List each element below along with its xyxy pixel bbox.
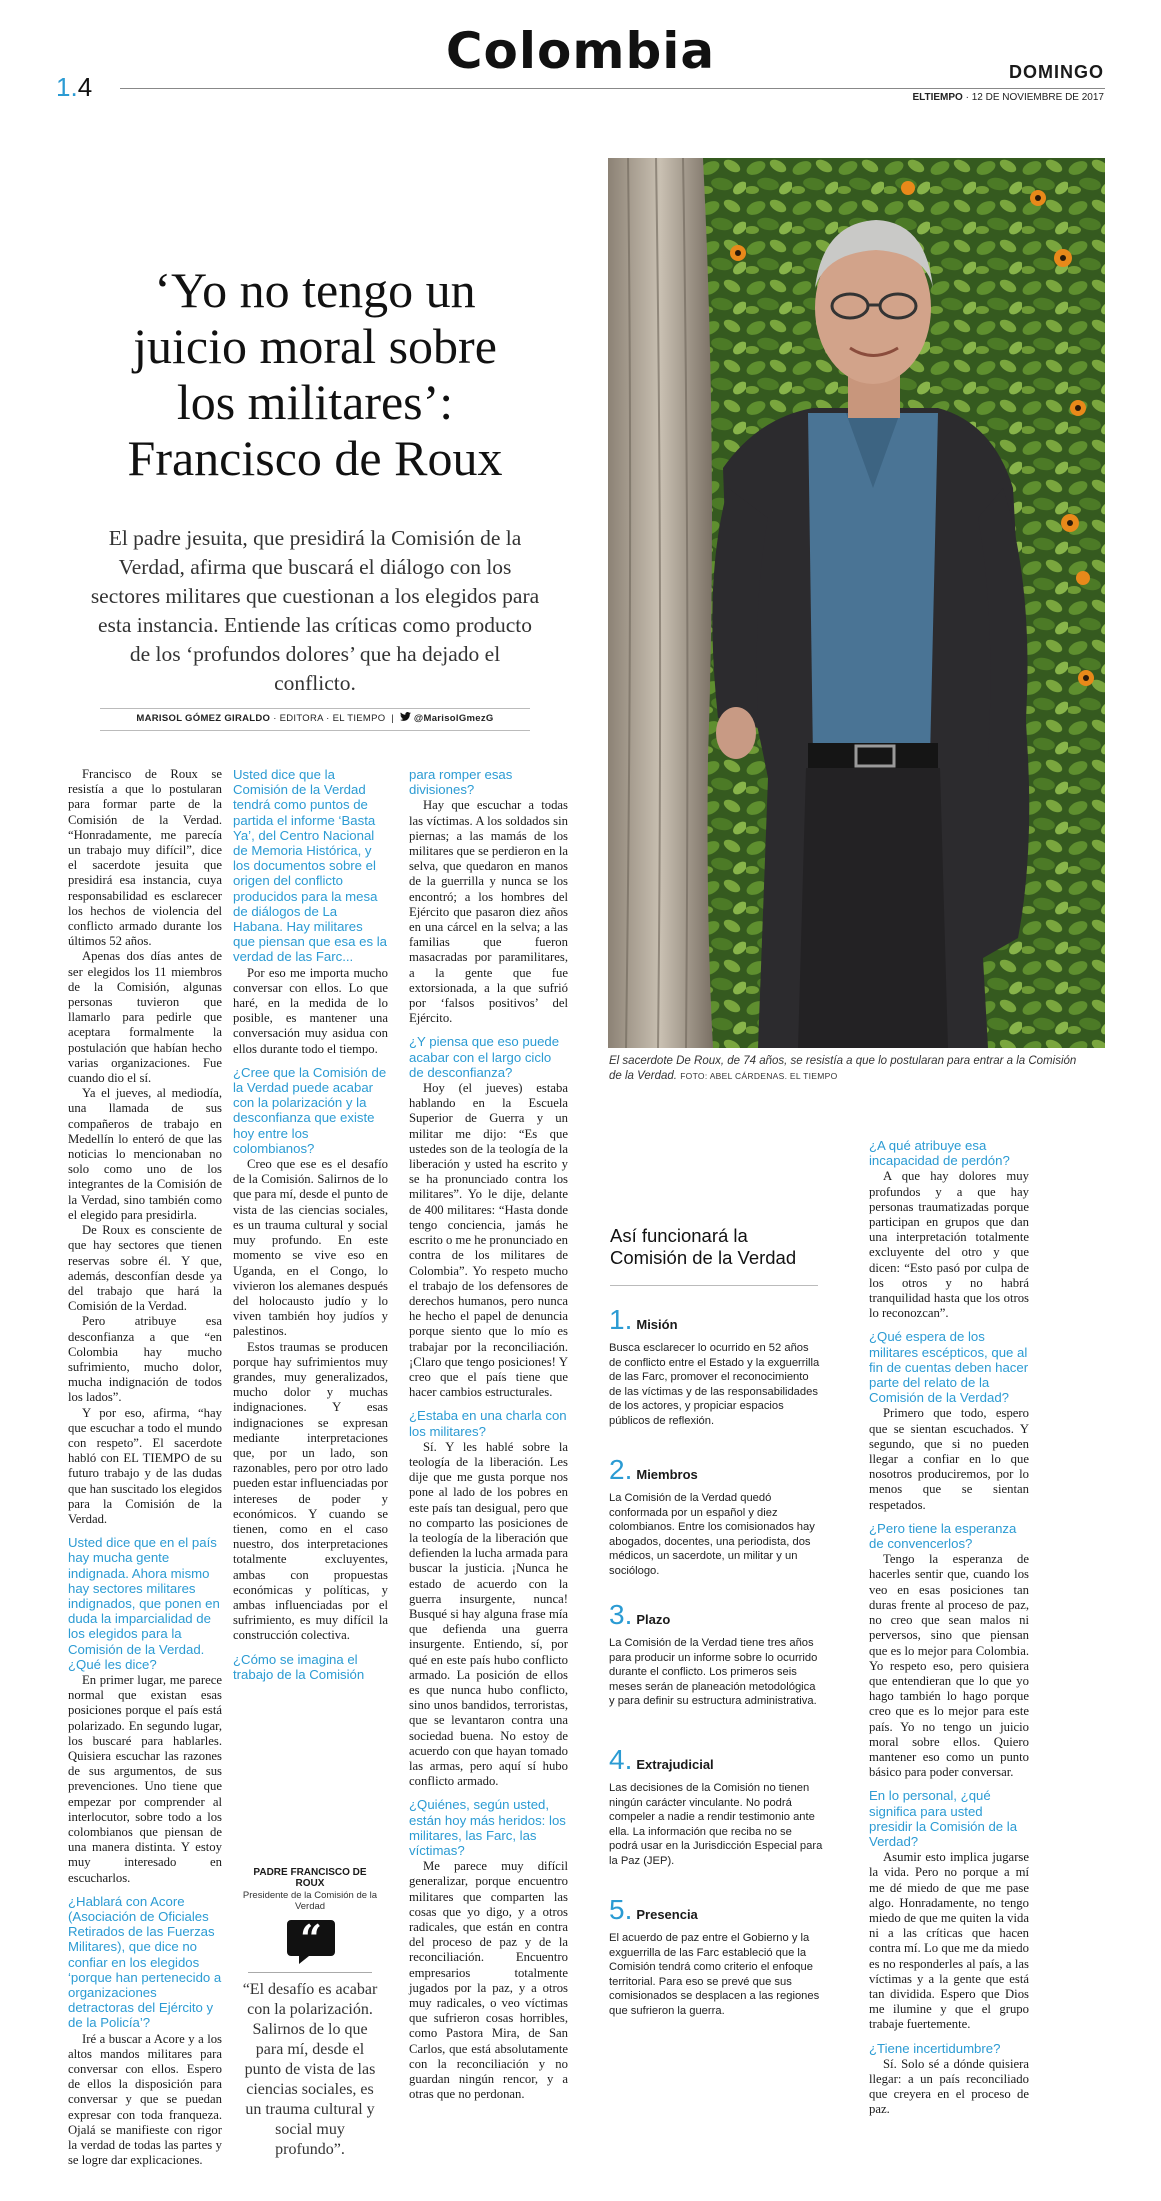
interview-question: ¿Cómo se imagina el trabajo de la Comisión [233, 1651, 365, 1682]
interview-question: ¿Y piensa que eso puede acabar con el largo ciclo de desconfianza? [409, 1034, 560, 1080]
interview-question: Usted dice que en el país hay mucha gente indignada. Ahora mismo hay sectores militares indignados, que ponen en duda la imparcialidad de los elegidos para la Comisión de la Verdad. ¿Qué les dice? [68, 1535, 220, 1672]
article-column-2 [233, 767, 388, 1683]
paragraph: Hay que escuchar a todas las víctimas. A los soldados sin piernas; a las mamás de los militares que se perdieron en la selva, que quedaron en manos de la guerrilla y nunca se los encontró; a los hombres del Ejército que pasaron diez años en una cárcel en la selva; a las familias que fueron masacradas por paramilitares, a la gente que fue extorsionada, a la que sufrió por ‘falsos positivos’ del Ejército. [409, 798, 568, 1026]
infobox-item: 2. Miembros La Comisión de la Verdad quedó conformada por un español y diez colombianos. Entre los comisionados hay abogados, docentes, una periodista, dos médicos, un sacerdote, un militar y un sociólogo. [609, 1454, 815, 1577]
interview-question: ¿A qué atribuye esa incapacidad de perdón? [869, 1138, 1010, 1169]
portrait-photo [608, 158, 1105, 1048]
interview-question: ¿Hablará con Acore (Asociación de Oficiales Retirados de las Fuerzas Militares), que dice no confiar en los elegidos ‘porque han pertenecido a organizaciones detractoras del Ejército y de la Policía’? [68, 1893, 222, 2031]
paragraph: Asumir esto implica jugarse la vida. Pero no porque a mí me dé miedo de que me pase algo. Honradamente, no tengo miedo de que me quiten la vida ni a las críticas que hacen contra mí. Lo que me da miedo es no responderles al país, a las víctimas y a la gente que está tan dividida. Espero que Dios me ilumine y que el grupo trabaje fuertemente. [869, 1850, 1029, 2032]
byline: MARISOL GÓMEZ GIRALDO · EDITORA · EL TIEMPO | @MarisolGmezG [136, 713, 494, 724]
infobox-item: 5. Presencia El acuerdo de paz entre el Gobierno y la exguerrilla de las Farc estableció que la Comisión tendrá como criterio el enfoque territorial. Para eso se prevé que sus comisionados se desplacen a las regiones que sufrieron la guerra. [609, 1894, 820, 2017]
paragraph: Francisco de Roux se resistía a que lo postularan para formar parte de la Comisión de la Verdad. “Honradamente, me parecía un trabajo muy difícil”, dice el sacerdote jesuita que presidirá esa instancia, cuya responsabilidad es esclarecer los hechos de violencia del conflicto armado durante los últimos 52 años. [68, 767, 222, 949]
edition-day: DOMINGO [1009, 62, 1104, 82]
paragraph: A que hay dolores muy profundos y a que hay personas traumatizadas porque participan en grupos que dan una interpretación totalmente excluyente del otro y que dicen: “Esto pasó por culpa de los otros y no habrá tranquilidad hasta que los otros lo reconozcan”. [869, 1169, 1029, 1321]
dateline: ELTIEMPO · 12 DE NOVIEMBRE DE 2017 [912, 92, 1104, 103]
article-column-3 [409, 767, 568, 2102]
twitter-icon [400, 713, 414, 724]
infobox-rule [610, 1285, 818, 1286]
interview-question: En lo personal, ¿qué significa para usted presidir la Comisión de la Verdad? [869, 1788, 1018, 1849]
interview-question: para romper esas divisiones? [409, 767, 513, 798]
interview-question: ¿Qué espera de los militares escépticos, que al fin de cuentas deben hacer parte del relato de la Comisión de la Verdad? [869, 1329, 1029, 1406]
interview-question: ¿Pero tiene la esperanza de convencerlos? [869, 1520, 1017, 1552]
pullquote-text: “El desafío es acabar con la polarización. Salirnos de lo que para mí, desde el punto de vista de las ciencias sociales, es un trauma cultural y social muy profundo”. [242, 1981, 378, 2158]
article-column-4 [869, 1138, 1029, 2118]
paragraph: Creo que ese es el desafío de la Comisión. Salirnos de lo que para mí, desde el punto de vista de las ciencias sociales, es un trauma cultural y social muy profundo. En este momento se vive eso en Uganda, en el Congo, lo vivieron los alemanes después del holocausto judío y lo viven también hoy judíos y palestinos. [233, 1157, 388, 1339]
headline: ‘Yo no tengo un juicio moral sobre los militares’: Francisco de Roux [127, 262, 503, 486]
paragraph: Tengo la esperanza de hacerles sentir que, cuando los veo en esas posiciones tan duras frente al proceso de paz, no creo que sean malos ni perversos, sino que piensan que es lo mejor para Colombia. Yo respeto eso, pero quisiera que entendieran que lo que yo hago también lo hago porque creo que es lo mejor para este país. Yo no tengo un juicio moral sobre ellos. Quiero mantener eso como un punto básico para poder conversar. [869, 1552, 1029, 1780]
paragraph: Me parece muy difícil generalizar, porque encuentro militares que comparten las cosas que yo digo, y a otros radicales, que están en contra del proceso de paz y de la reconciliación. Encuentro empresarios totalmente jugados por la paz, y a otros muy radicales, o veo víctimas que sufrieron cosas horribles, como Pastora Mira, de San Carlos, que está absolutamente con la reconciliación y no guardan ningún rencor, y a otras que no perdonan. [409, 1859, 568, 2102]
paragraph: En primer lugar, me parece normal que existan esas posiciones porque el país está polarizado. En segundo lugar, los buscaré para hablarles. Quisiera escuchar las razones de sus argumentos, de sus prevenciones. Uno tiene que empezar por comprender al interlocutor, sobre todo a los colombianos que piensan de una manera distinta. Y estoy muy interesado en escucharlos. [68, 1672, 222, 1885]
paragraph: Sí. Y les hablé sobre la teología de la liberación. Les dije que me gusta porque nos pone al lado de los pobres en este país tan desigual, pero que no comparto las posiciones de la teología de la liberación que defienden la lucha armada para buscar la justicia. ¡Nunca he estado de acuerdo con la guerra insurgente, nunca! Busqué si hay alguna frase mía que defienda una guerra insurgente. Entiendo, sí, por qué en este país hubo conflicto armado. La posición de ellos es que nunca hubo conflicto, sino unos bandidos, terroristas, que se levantaron contra una sociedad buena. No estoy de acuerdo con que hayan tomado las armas, pero aquí sí hubo conflicto armado. [409, 1439, 568, 1789]
byline-rule [100, 708, 530, 709]
paragraph: Pero atribuye esa desconfianza a que “en Colombia hay mucho sufrimiento, mucho dolor, mucha indignación de todos los lados”. [68, 1314, 222, 1405]
paragraph: Por eso me importa mucho conversar con ellos. Lo que haré, en la medida de lo posible, es mantener una conversación muy asidua con ellos durante todo el tiempo. [233, 965, 388, 1056]
svg-text:“: “ [300, 1920, 322, 1961]
pullquote-name: PADRE FRANCISCO DE ROUX [253, 1867, 367, 1889]
infobox-title: Así funcionará la Comisión de la Verdad [610, 1225, 797, 1268]
interview-question: ¿Estaba en una charla con los militares? [409, 1408, 567, 1439]
quote-icon [287, 1920, 335, 1964]
paragraph: De Roux es consciente de que hay sectores que tienen reservas sobre él. Y que, además, desconfían desde ya del trabajo que hará la Comisión de la Verdad. [68, 1223, 222, 1314]
section-title: Colombia [445, 22, 716, 80]
infobox-item: 4. Extrajudicial Las decisiones de la Comisión no tienen ningún carácter vinculante. No podrá compeler a nadie a rendir testimonio ante ella. La información que reciba no se podrá usar en la Jurisdicción Especial para la Paz (JEP). [609, 1744, 823, 1867]
paragraph: Primero que todo, espero que se sientan escuchados. Y segundo, que si no pueden llegar a confiar en lo que nosotros produciremos, por lo menos que se sientan respetados. [869, 1406, 1029, 1512]
paragraph: Iré a buscar a Acore y a los altos mandos militares para conversar con ellos. Espero de ellos la disposición para conversar y que se puedan expresar con toda franqueza. Ojalá se manifieste con rigor la verdad de todas las partes y se logre dar explicaciones. [68, 2031, 222, 2168]
infobox-item: 3. Plazo La Comisión de la Verdad tiene tres años para producir un informe sobre lo ocurrido durante el conflicto. Los primeros seis meses serán de planeación metodológica y para definir su estructura administrativa. [609, 1599, 818, 1708]
header-rule [120, 88, 1105, 89]
pullquote-role: Presidente de la Comisión de la Verdad [242, 1890, 378, 1912]
byline-rule [100, 730, 530, 731]
article-column-1 [68, 767, 222, 2168]
paragraph: Y por eso, afirma, “hay que escuchar a todo el mundo con respeto”. El sacerdote habló con EL TIEMPO de su futuro trabajo y de las dudas que han suscitado los elegidos para la Comisión de la Verdad. [68, 1405, 222, 1526]
page-number: 1.4 [56, 72, 93, 102]
paragraph: Sí. Solo sé a dónde quisiera llegar: a un país reconciliado que creyera en el proceso de paz. [869, 2056, 1029, 2117]
interview-question: ¿Cree que la Comisión de la Verdad puede acabar con la polarización y la desconfianza que existe hoy entre los colombianos? [233, 1064, 387, 1156]
pullquote-rule [248, 1972, 372, 1973]
paragraph: Hoy (el jueves) estaba hablando en la Escuela Superior de Guerra y un militar me dijo: “Es que ustedes son de la teología de la liberación y usted ha escrito y se ha pronunciado contra los militares”. Yo le dije, delante de 400 militares: “Hasta donde tengo conciencia, jamás he escrito o me he pronunciado en contra de los militares de Colombia”. Yo respeto mucho el trabajo de los defensores de derechos humanos, pero nunca he hecho el papel de denuncia porque siento que lo mío es trabajar por la reconciliación. ¡Claro que tengo posiciones! Y creo que el país tiene que hacer cambios estructurales. [409, 1081, 568, 1400]
deck: El padre jesuita, que presidirá la Comisión de la Verdad, afirma que buscará el diálogo con los sectores militares que cuestionan a los elegidos para esta instancia. Entiende las críticas como producto de los ‘profundos dolores’ que ha dejado el conflicto. [90, 526, 540, 695]
paragraph: Apenas dos días antes de ser elegidos los 11 miembros de la Comisión, algunas personas tuvieron que llamarlo para pedirle que aceptara formalmente la postulación que habían hecho varias organizaciones. Fue cuando dio el sí. [68, 949, 222, 1086]
interview-question: ¿Quiénes, según usted, están hoy más heridos: los militares, las Farc, las víctimas? [409, 1797, 566, 1859]
portrait-illustration [608, 158, 1105, 1048]
interview-question: ¿Tiene incertidumbre? [869, 2040, 1001, 2056]
paragraph: Ya el jueves, al mediodía, una llamada de sus compañeros de trabajo en Medellín lo enteró de que las noticias lo mencionaban no solo como uno de los integrantes de la Comisión de la Verdad, sino también como el elegido para presidirla. [68, 1086, 222, 1222]
photo-caption: El sacerdote De Roux, de 74 años, se resistía a que lo postularan para entrar a la Comisión de la Verdad. FOTO: ABEL CÁRDENAS. EL TIEMPO [609, 1055, 1077, 1082]
paragraph: Estos traumas se producen porque hay sufrimientos muy grandes, muy generalizados, mucho dolor y muchas indignaciones. Y esas indignaciones se expresan mediante interpretaciones que, por un lado, son razonables, pero por otro lado pueden estar influenciadas por intereses de poder y económicos. Y cuando se tienen, como en el caso nuestro, dos interpretaciones totalmente excluyentes, ambas con propuestas económicas y políticas, y ambas influenciadas por el sufrimiento, es muy difícil la construcción colectiva. [233, 1339, 388, 1643]
infobox-item: 1. Misión Busca esclarecer lo ocurrido en 52 años de conflicto entre el Estado y la exguerrilla de las Farc, promover el reconocimiento de las víctimas y de las responsabilidades de los actores, y propiciar espacios públicos de reflexión. [609, 1304, 820, 1427]
interview-question: Usted dice que la Comisión de la Verdad tendrá como puntos de partida el informe ‘Basta Ya’, del Centro Nacional de Memoria Histórica, y los documentos sobre el origen del conflicto producidos para la mesa de diálogos de La Habana. Hay militares que piensan que esa es la verdad de las Farc... [233, 767, 387, 965]
